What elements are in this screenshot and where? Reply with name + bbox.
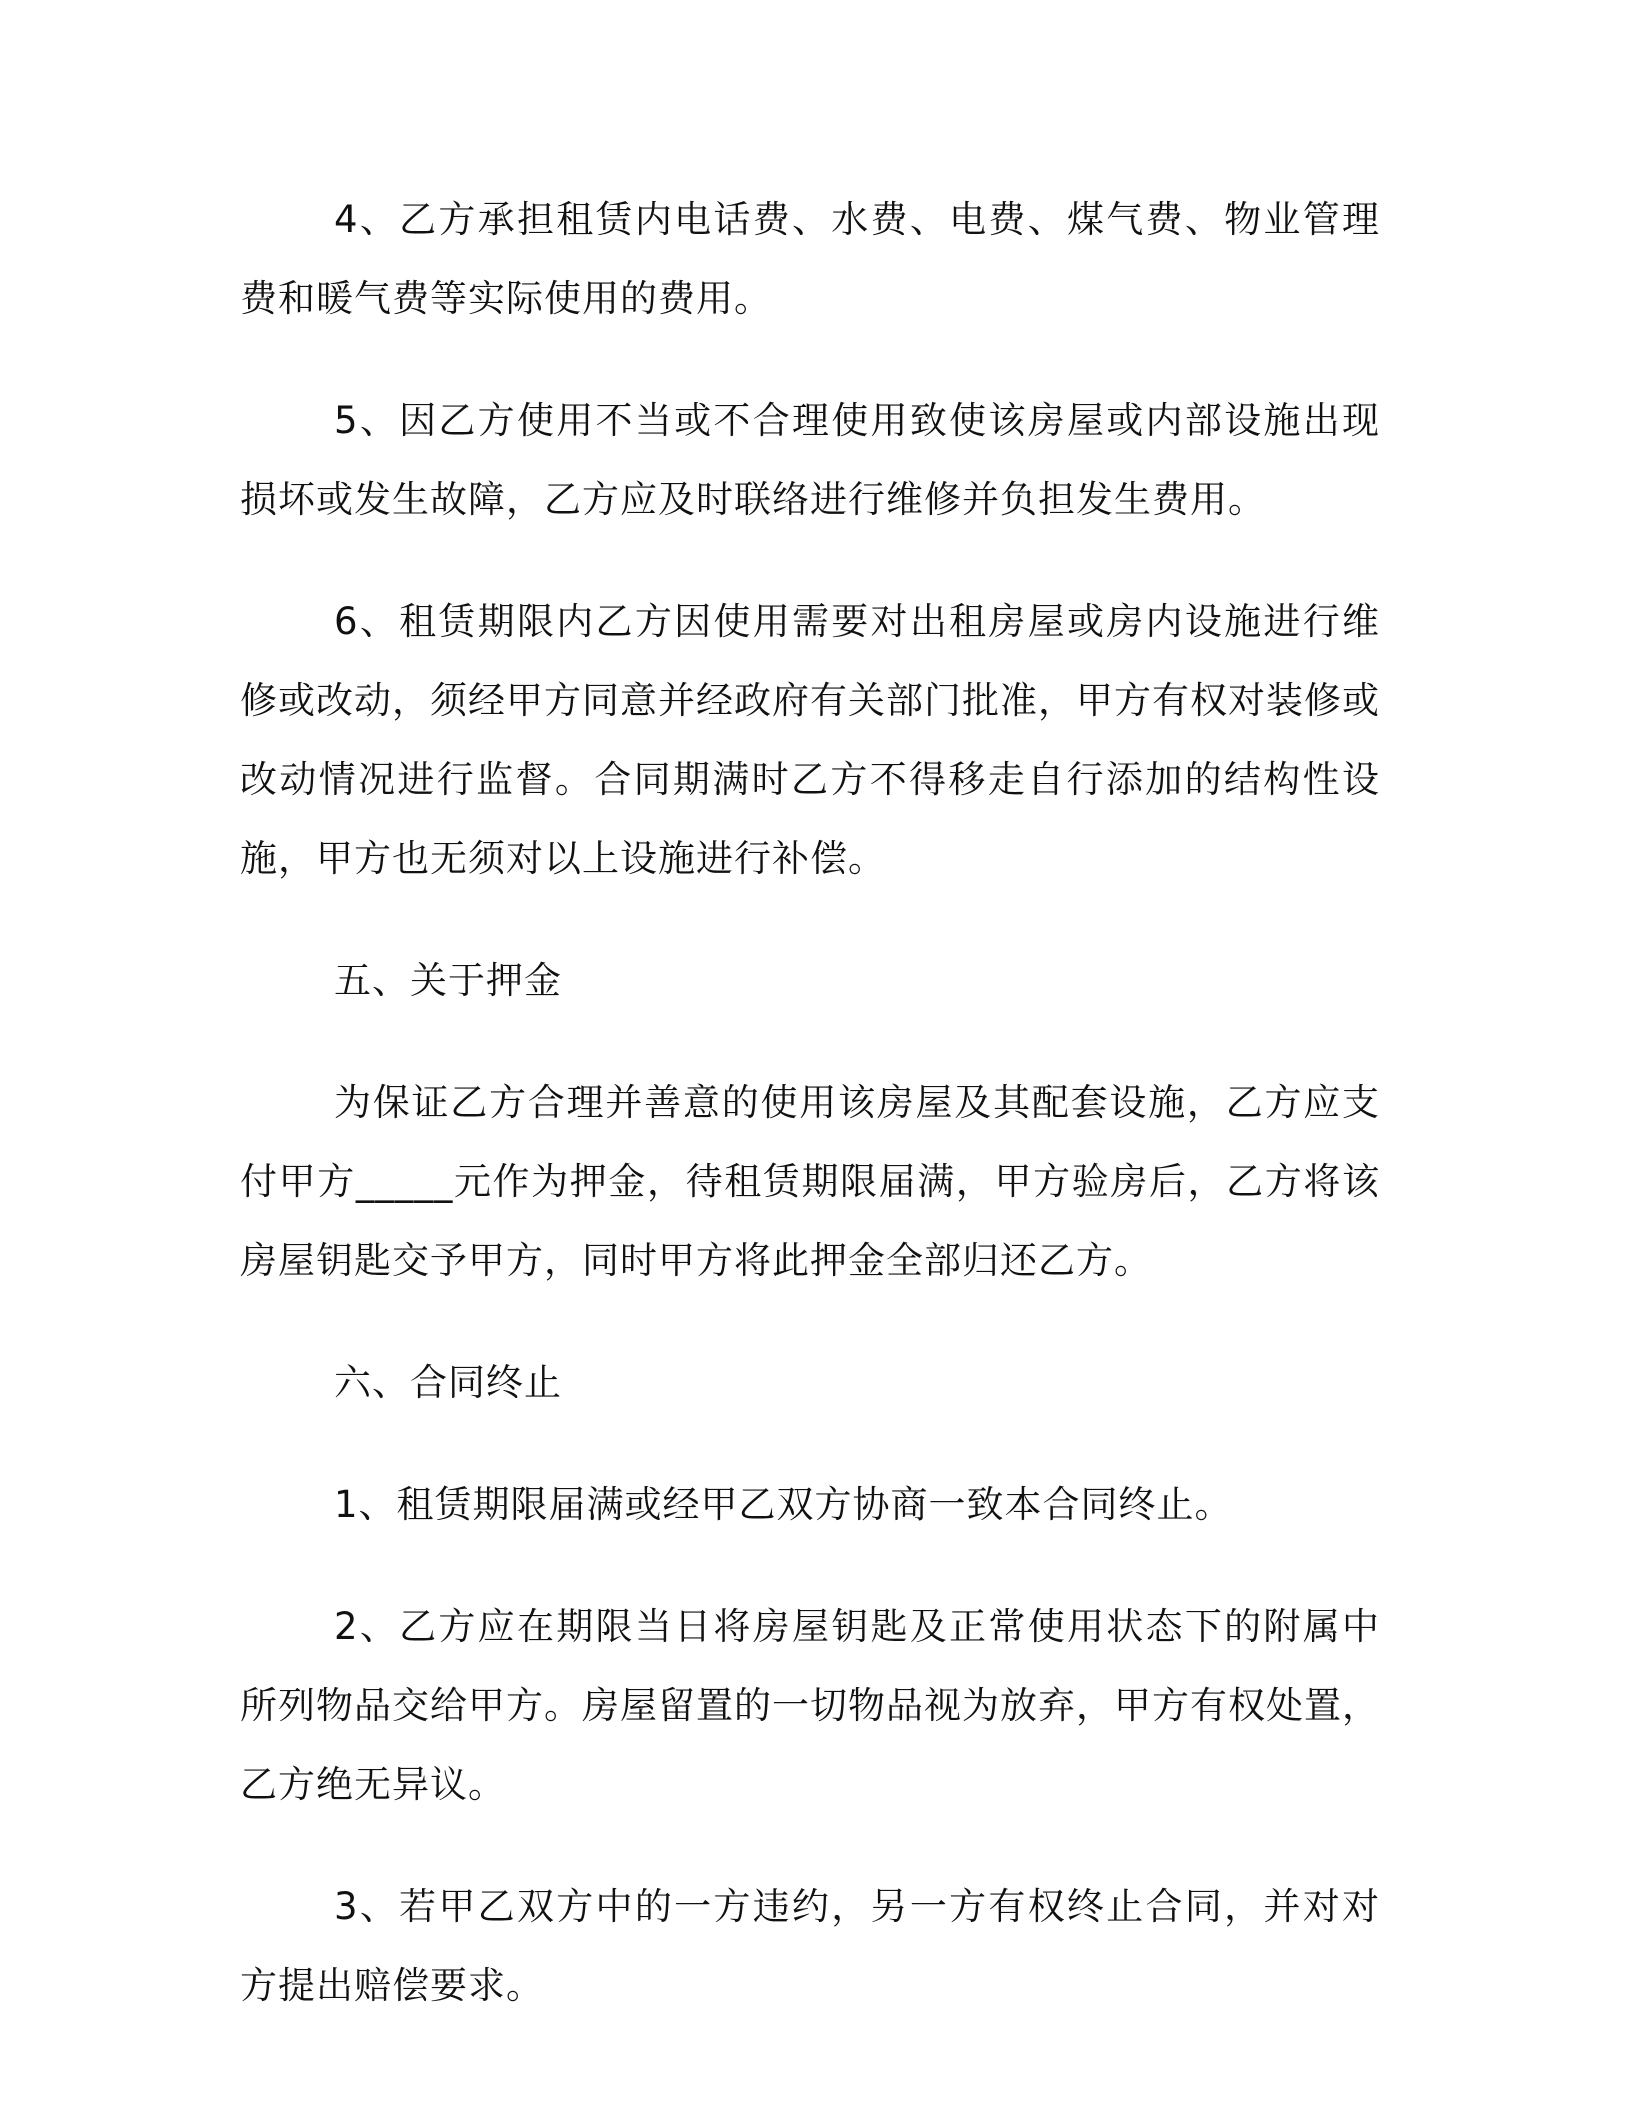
termination-clause-1: 1、租赁期限届满或经甲乙双方协商一致本合同终止。 bbox=[334, 1483, 1233, 1526]
clause-6-renovation: 6、租赁期限内乙方因使用需要对出租房屋或房内设施进行维修或改动，须经甲方同意并经政府有关部门批准，甲方有权对装修或改动情况进行监督。合同期满时乙方不得移走自行添加的结构性设施，甲方也无须对以上设施进行补偿。 bbox=[240, 600, 1380, 880]
termination-clause-3: 3、若甲乙双方中的一方违约，另一方有权终止合同，并对对方提出赔偿要求。 bbox=[240, 1885, 1380, 2007]
clause-4-utility-fees: 4、乙方承担租赁内电话费、水费、电费、煤气费、物业管理费和暖气费等实际使用的费用。 bbox=[240, 198, 1380, 320]
clause-5-damage-repair: 5、因乙方使用不当或不合理使用致使该房屋或内部设施出现损坏或发生故障，乙方应及时联络进行维修并负担发生费用。 bbox=[240, 399, 1380, 521]
termination-clause-2: 2、乙方应在期限当日将房屋钥匙及正常使用状态下的附属中所列物品交给甲方。房屋留置的一切物品视为放弃，甲方有权处置，乙方绝无异议。 bbox=[240, 1605, 1380, 1806]
deposit-clause: 为保证乙方合理并善意的使用该房屋及其配套设施，乙方应支付甲方_____元作为押金，待租赁期限届满，甲方验房后，乙方将该房屋钥匙交予甲方，同时甲方将此押金全部归还乙方。 bbox=[240, 1081, 1380, 1282]
section-heading-termination: 六、合同终止 bbox=[334, 1361, 562, 1404]
document-body bbox=[240, 180, 1380, 2068]
section-heading-deposit: 五、关于押金 bbox=[334, 959, 562, 1002]
